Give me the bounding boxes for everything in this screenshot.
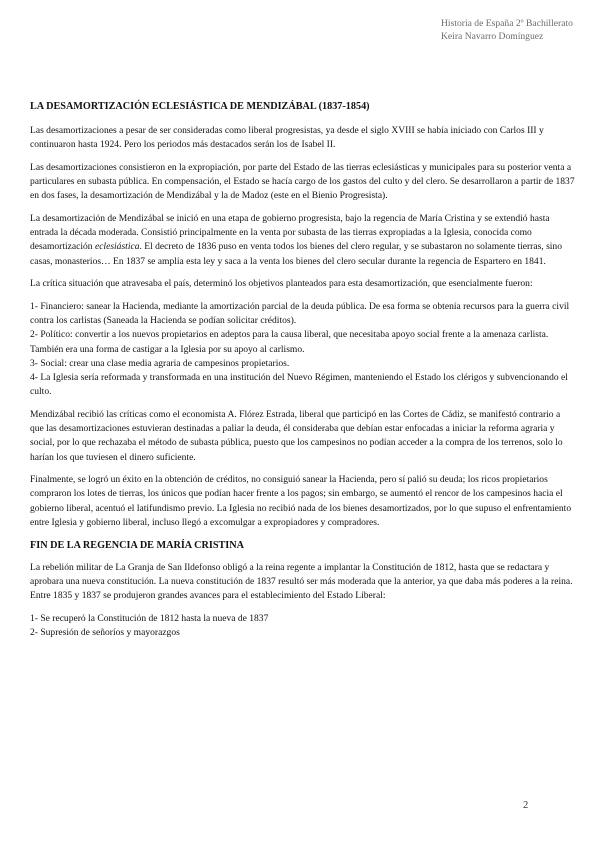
paragraph-definition: Las desamortizaciones consistieron en la expropiación, por parte del Estado de las tierras eclesiásticas y municipales para su posterior venta a particulares en subasta pública. En compensación, el Estado se hacía cargo de los gastos del culto y del clero. Se desarrollaron a partir de 1837 en dos fases, la desamortización de Mendizábal y la de Madoz (este en el Bienio Progresista). <box>30 161 575 202</box>
paragraph-rebelion: La rebelión militar de La Granja de San Ildefonso obligó a la reina regente a implantar la Constitución de 1812, hasta que se redactara y aprobara una nueva constitución. La nueva constitución de 1837 resultó ser más moderada que la anterior, ya que daba más poderes a la reina. Entre 1835 y 1837 se produjeron grandes avances para el establecimiento del Estado Liberal: <box>30 561 573 601</box>
advances-list <box>30 612 576 640</box>
section-title-fin-regencia: FIN DE LA REGENCIA DE MARÍA CRISTINA <box>30 539 244 551</box>
advance-item: 2- Supresión de señoríos y mayorazgos <box>30 626 180 638</box>
objective-item: 1- Financiero: sanear la Hacienda, mediante la amortización parcial de la deuda pública. De esa forma se obtenía recursos para la guerra civil contra los carlistas (Saneada la Hacienda se podían solicitar créditos). <box>30 301 570 327</box>
section-title-desamortizacion: LA DESAMORTIZACIÓN ECLESIÁSTICA DE MENDIZÁBAL (1837-1854) <box>30 101 370 112</box>
header-course: Historia de España 2º Bachillerato <box>441 18 573 29</box>
objective-item: 3- Social: crear una clase media agraria de campesinos propietarios. <box>30 357 290 369</box>
paragraph-mendizabal <box>30 212 576 269</box>
document-body <box>30 100 576 649</box>
mendizabal-text-end: . El decreto de 1836 puso en venta todos los bienes del clero regular, y se subastaron no solamente tierras, sino casas, monasterios… En 1837 se amplía esta ley y saca a la venta los bienes del clero secular durante la regencia de Espartero en 1841. <box>30 241 562 267</box>
page-header <box>441 17 591 43</box>
advance-item: 1- Se recuperó la Constitución de 1812 hasta la nueva de 1837 <box>30 612 269 624</box>
paragraph-results: Finalmente, se logró un éxito en la obtención de créditos, no consiguió sanear la Hacienda, pero sí palió su deuda; los ricos propietarios compraron los lotes de tierras, los únicos que podían hacer frente a los pagos; sin embargo, se aumentó el rencor de los campesinos hacia el gobierno liberal, acentuó el latifundismo previo. La Iglesia no recibió nada de los bienes desamortizados, por lo que supuso el enfrentamiento entre Iglesia y gobierno liberal, incluso llegó a excomulgar a expropiadores y compradores. <box>30 474 572 528</box>
paragraph-objectives-intro: La crítica situación que atravesaba el país, determinó los objetivos planteados para esta desamortización, que esencialmente fueron: <box>30 278 533 290</box>
mendizabal-text-start: La desamortización de Mendizábal se inició en una etapa de gobierno progresista, bajo la regencia de María Cristina y se extendió hasta entrada la década moderada. Consistió principalmente en la venta por subasta de las tierras expropiadas a la Iglesia, conocida como desamortización <box>30 213 550 253</box>
page-number: 2 <box>523 800 529 811</box>
objective-item: 2- Político: convertir a los nuevos propietarios en adeptos para la causa liberal, que necesitaba apoyo social frente a la amenaza carlista. También era una forma de castigar a la Iglesia por su apoyo al carlismo. <box>30 329 549 355</box>
mendizabal-italic-term: eclesiástica <box>94 241 140 253</box>
paragraph-criticism: Mendizábal recibió las críticas como el economista A. Flórez Estrada, liberal que participó en las Cortes de Cádiz, se manifestó contrario a que las desamortizaciones estuvieran destinadas a paliar la deuda, él consideraba que debían estar enfocadas a iniciar la reforma agraria y social, por lo que rechazaba el método de subasta pública, puesto que los campesinos no podían acceder a la compra de los terrenos, solo lo harían los que tuviesen el dinero suficiente. <box>30 408 563 463</box>
header-author: Keira Navarro Domínguez <box>441 31 544 42</box>
objective-item: 4- La Iglesia sería reformada y transformada en una institución del Nuevo Régimen, manteniendo el Estado los clérigos y subvencionando el culto. <box>30 372 568 398</box>
paragraph-intro: Las desamortizaciones a pesar de ser consideradas como liberal progresistas, ya desde el siglo XVIII se había iniciado con Carlos III y continuaron hasta 1924. Pero los periodos más destacados serán los de Isabel II. <box>30 125 544 151</box>
objectives-list <box>30 300 576 399</box>
